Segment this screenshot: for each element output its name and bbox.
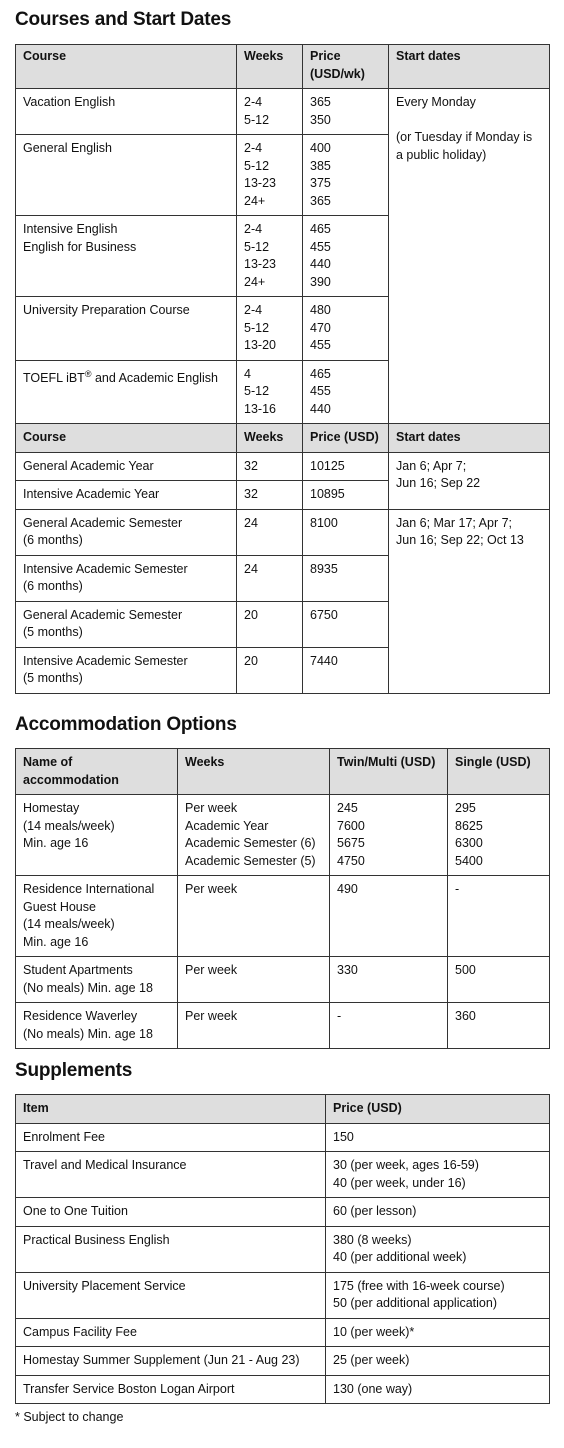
registered-mark: ®: [84, 368, 92, 379]
header-weeks: Weeks: [178, 749, 330, 795]
courses-subheader-row: [16, 424, 550, 453]
accommodation-title: Accommodation Options: [15, 714, 237, 735]
course-price: 8935: [303, 555, 389, 601]
table-row: [16, 1347, 550, 1376]
accommodation-header-row: [16, 749, 550, 795]
header-course: Course: [16, 45, 237, 89]
supplement-item: Enrolment Fee: [16, 1123, 326, 1152]
course-name: General Academic Semester (5 months): [16, 601, 237, 647]
course-weeks: 24: [237, 555, 303, 601]
course-price: 400 385 375 365: [303, 135, 389, 216]
course-name: Intensive Academic Semester (5 months): [16, 647, 237, 693]
course-name: [16, 360, 237, 424]
supplements-header-row: [16, 1095, 550, 1124]
table-row: [16, 1226, 550, 1272]
semester-start-dates: Jan 6; Mar 17; Apr 7; Jun 16; Sep 22; Oct 13: [389, 509, 550, 693]
supplement-price: 130 (one way): [326, 1375, 550, 1404]
course-price: 480 470 455: [303, 297, 389, 361]
course-price: 7440: [303, 647, 389, 693]
course-name: Vacation English: [16, 89, 237, 135]
header-accommodation-name: Name of accommodation: [16, 749, 178, 795]
course-weeks: 2-4 5-12: [237, 89, 303, 135]
accommodation-name: Residence International Guest House (14 meals/week) Min. age 16: [16, 876, 178, 957]
course-weeks: 32: [237, 452, 303, 481]
course-weeks: 2-4 5-12 13-20: [237, 297, 303, 361]
table-row: [16, 1003, 550, 1049]
supplement-item: One to One Tuition: [16, 1198, 326, 1227]
header-price: Price (USD): [303, 424, 389, 453]
header-single: Single (USD): [448, 749, 550, 795]
accommodation-weeks: Per week: [178, 876, 330, 957]
table-row: [16, 1272, 550, 1318]
supplement-item: Travel and Medical Insurance: [16, 1152, 326, 1198]
accommodation-table: [15, 748, 550, 1049]
courses-header-row: [16, 45, 550, 89]
accommodation-twin: 490: [330, 876, 448, 957]
table-row: [16, 452, 550, 481]
courses-title: Courses and Start Dates: [15, 9, 232, 30]
course-weeks: 4 5-12 13-16: [237, 360, 303, 424]
accommodation-twin: 330: [330, 957, 448, 1003]
course-name: Intensive English English for Business: [16, 216, 237, 297]
accommodation-single: 500: [448, 957, 550, 1003]
course-weeks: 32: [237, 481, 303, 510]
header-price: Price (USD): [326, 1095, 550, 1124]
supplement-price: 30 (per week, ages 16-59) 40 (per week, under 16): [326, 1152, 550, 1198]
supplement-item: Transfer Service Boston Logan Airport: [16, 1375, 326, 1404]
header-start-dates: Start dates: [389, 424, 550, 453]
supplement-price: 25 (per week): [326, 1347, 550, 1376]
weekly-start-dates: Every Monday (or Tuesday if Monday is a public holiday): [389, 89, 550, 424]
table-row: [16, 89, 550, 135]
supplements-title: Supplements: [15, 1060, 133, 1081]
course-name: University Preparation Course: [16, 297, 237, 361]
courses-table: [15, 44, 550, 694]
accommodation-name: Residence Waverley (No meals) Min. age 18: [16, 1003, 178, 1049]
course-price: 465 455 440: [303, 360, 389, 424]
course-price: 10125: [303, 452, 389, 481]
header-start-dates: Start dates: [389, 45, 550, 89]
accommodation-weeks: Per week: [178, 957, 330, 1003]
course-weeks: 2-4 5-12 13-23 24+: [237, 216, 303, 297]
course-name: General Academic Year: [16, 452, 237, 481]
course-price: 10895: [303, 481, 389, 510]
accommodation-name: Student Apartments (No meals) Min. age 18: [16, 957, 178, 1003]
course-name: Intensive Academic Year: [16, 481, 237, 510]
table-row: [16, 1318, 550, 1347]
accommodation-single: -: [448, 876, 550, 957]
course-price: 6750: [303, 601, 389, 647]
table-row: [16, 795, 550, 876]
table-row: [16, 1198, 550, 1227]
header-weeks: Weeks: [237, 424, 303, 453]
supplement-item: Practical Business English: [16, 1226, 326, 1272]
table-row: [16, 957, 550, 1003]
supplement-price: 60 (per lesson): [326, 1198, 550, 1227]
supplements-table: [15, 1094, 550, 1404]
course-price: 8100: [303, 509, 389, 555]
course-name: General Academic Semester (6 months): [16, 509, 237, 555]
accommodation-twin: -: [330, 1003, 448, 1049]
accommodation-weeks: Per week: [178, 1003, 330, 1049]
course-name: General English: [16, 135, 237, 216]
course-price: 465 455 440 390: [303, 216, 389, 297]
header-twin-multi: Twin/Multi (USD): [330, 749, 448, 795]
course-name-part: TOEFL iBT: [23, 370, 85, 385]
course-price: 365 350: [303, 89, 389, 135]
course-name: Intensive Academic Semester (6 months): [16, 555, 237, 601]
accommodation-weeks: Per week Academic Year Academic Semester (6) Academic Semester (5): [178, 795, 330, 876]
table-row: [16, 1375, 550, 1404]
header-item: Item: [16, 1095, 326, 1124]
supplement-item: University Placement Service: [16, 1272, 326, 1318]
course-weeks: 2-4 5-12 13-23 24+: [237, 135, 303, 216]
supplement-item: Campus Facility Fee: [16, 1318, 326, 1347]
year-start-dates: Jan 6; Apr 7; Jun 16; Sep 22: [389, 452, 550, 509]
header-price: Price (USD/wk): [303, 45, 389, 89]
supplement-price: 380 (8 weeks) 40 (per additional week): [326, 1226, 550, 1272]
course-weeks: 20: [237, 647, 303, 693]
accommodation-single: 295 8625 6300 5400: [448, 795, 550, 876]
table-row: [16, 509, 550, 555]
table-row: [16, 876, 550, 957]
accommodation-twin: 245 7600 5675 4750: [330, 795, 448, 876]
course-weeks: 20: [237, 601, 303, 647]
footnote: * Subject to change: [15, 1410, 124, 1424]
accommodation-name: Homestay (14 meals/week) Min. age 16: [16, 795, 178, 876]
accommodation-single: 360: [448, 1003, 550, 1049]
header-weeks: Weeks: [237, 45, 303, 89]
table-row: [16, 1123, 550, 1152]
supplement-item: Homestay Summer Supplement (Jun 21 - Aug 23): [16, 1347, 326, 1376]
supplement-price: 10 (per week)*: [326, 1318, 550, 1347]
header-course: Course: [16, 424, 237, 453]
course-weeks: 24: [237, 509, 303, 555]
table-row: [16, 1152, 550, 1198]
course-name-part: and Academic English: [91, 370, 218, 385]
supplement-price: 150: [326, 1123, 550, 1152]
supplement-price: 175 (free with 16-week course) 50 (per additional application): [326, 1272, 550, 1318]
